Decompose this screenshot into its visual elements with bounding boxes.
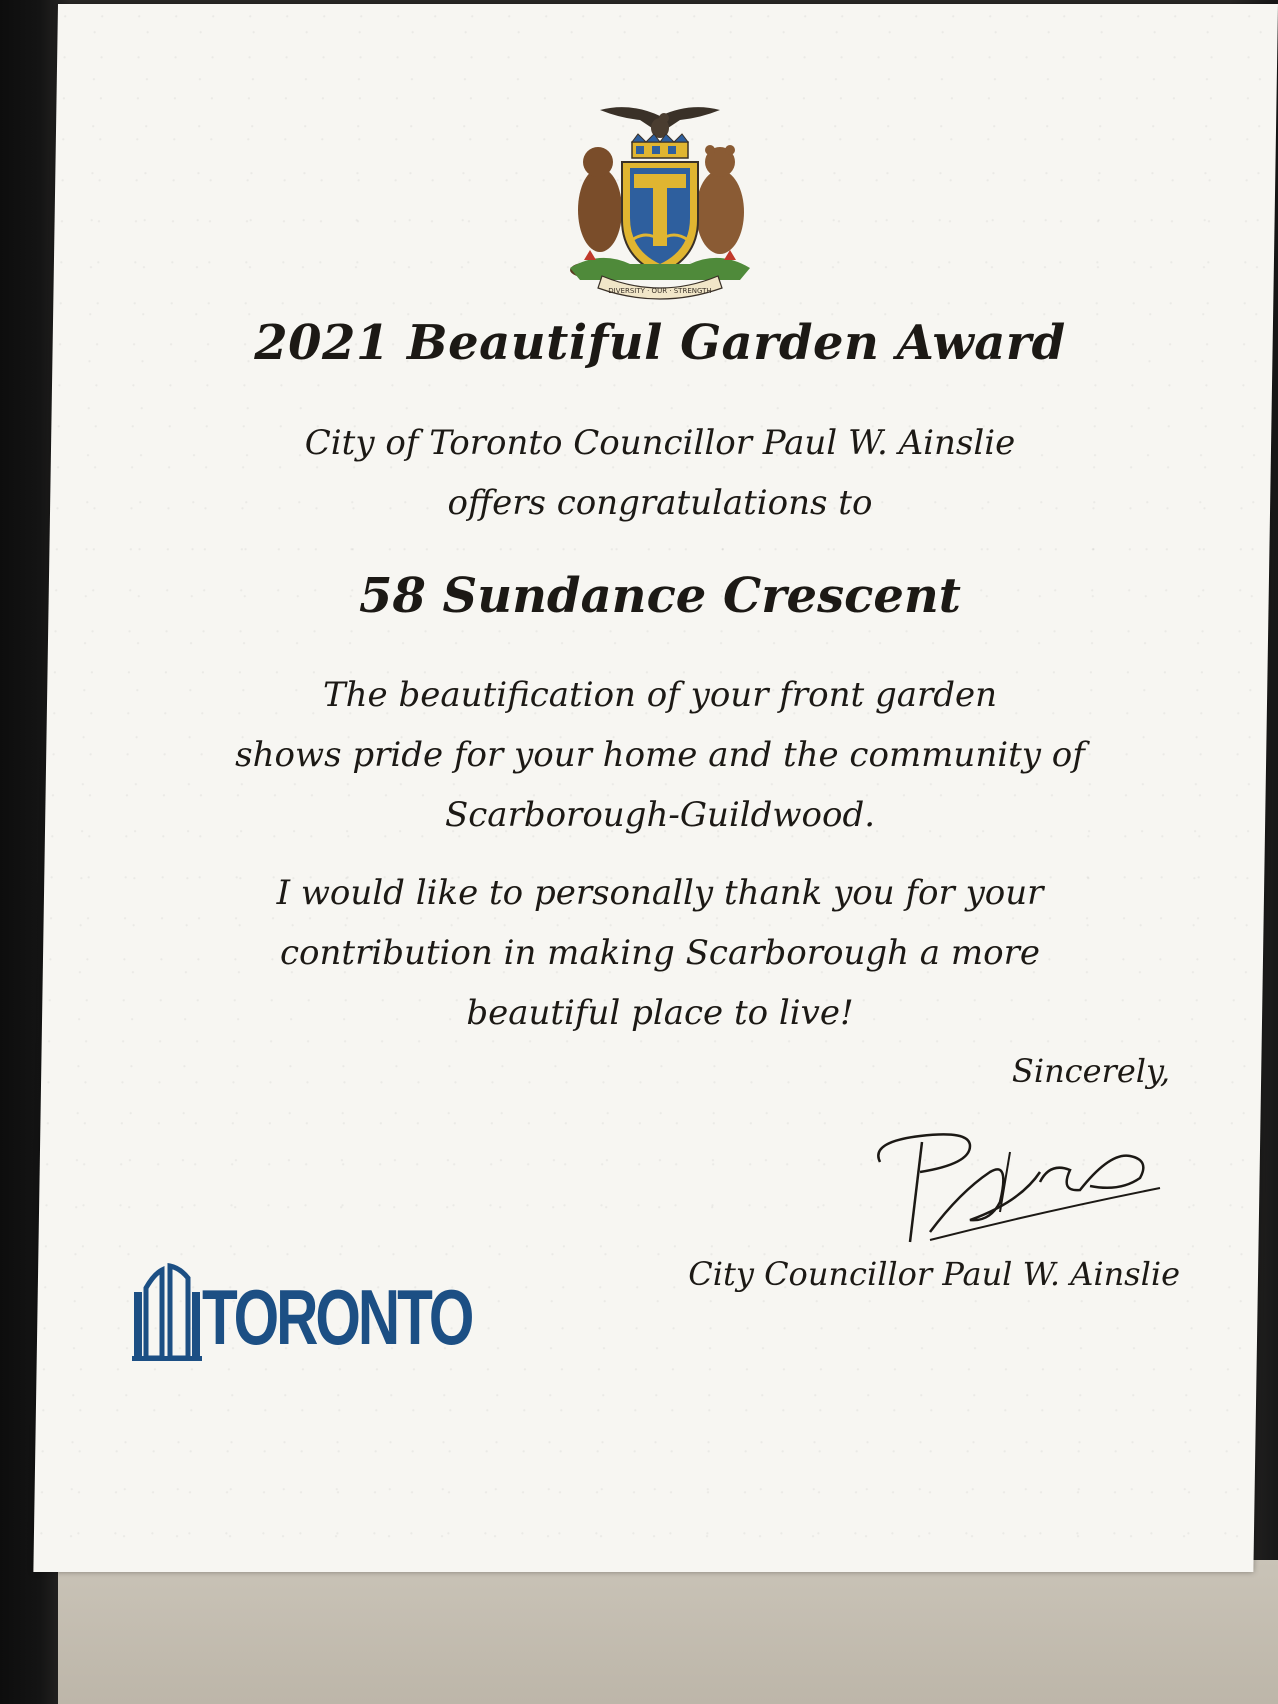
signer-name: City Councillor Paul W. Ainslie: [688, 1255, 1180, 1293]
body-line: I would like to personally thank you for your: [276, 873, 1044, 913]
eagle-icon: [600, 107, 720, 138]
shield-icon: [622, 162, 698, 274]
bear-icon: [696, 145, 744, 254]
toronto-logo: [132, 1262, 472, 1362]
city-hall-icon: [132, 1262, 202, 1362]
signature-image: [860, 1112, 1180, 1252]
beaver-icon: [570, 147, 622, 278]
coat-of-arms-icon: [560, 100, 760, 300]
body-line: shows pride for your home and the community of: [235, 735, 1085, 775]
closing-text: Sincerely,: [1011, 1052, 1170, 1090]
award-title: 2021 Beautiful Garden Award: [254, 315, 1066, 371]
recipient-address: 58 Sundance Crescent: [359, 568, 961, 624]
body-line: beautiful place to live!: [466, 993, 854, 1033]
intro-line-1: City of Toronto Councillor Paul W. Ainslie: [304, 423, 1016, 463]
body-line: contribution in making Scarborough a more: [280, 933, 1040, 973]
crest-motto: DIVERSITY · OUR · STRENGTH: [608, 287, 712, 295]
body-line: The beautification of your front garden: [322, 675, 998, 715]
toronto-wordmark: TORONTO: [202, 1273, 472, 1361]
intro-line-2: offers congratulations to: [447, 483, 873, 523]
body-line: Scarborough-Guildwood.: [444, 795, 876, 835]
